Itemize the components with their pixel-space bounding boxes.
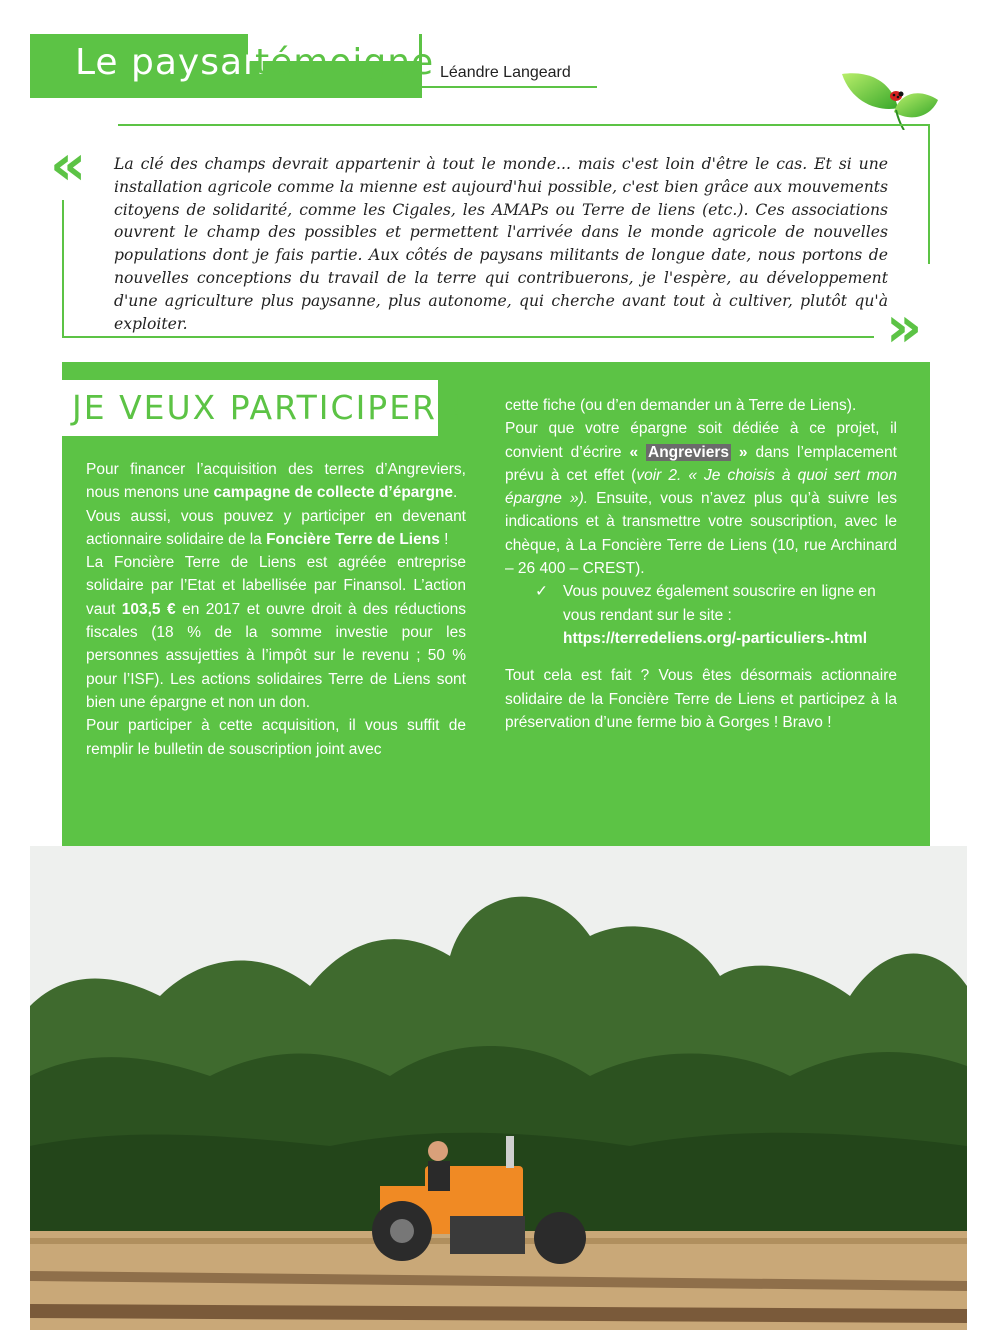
tractor-field-photo bbox=[30, 846, 967, 1330]
leaf-ladybug-icon bbox=[840, 68, 940, 130]
paragraph-instructions: Pour que votre épargne soit dédiée à ce projet, il convient d’écrire « Angreviers » dans l’emplacement prévu à cet effet (voir 2. « Je choisis à quoi sert mon épargne »). Ensuite, vous n’avez plus qu’à suivre les indications et à transmettre votre souscription, avec le chèque, à La Foncière Terre de Liens (10, rue Archinard – 26 400 – CREST). bbox=[505, 420, 897, 578]
author-name: Léandre Langeard bbox=[440, 64, 571, 81]
close-quote-icon: » bbox=[886, 295, 923, 360]
paragraph-approval: La Foncière Terre de Liens est agréée entreprise solidaire par l’Etat et labellisée par Finansol. L’action vaut 103,5 € en 2017 et ouvre droit à des réductions fiscales (18 % de la somme investie pour les personnes assujetties à l’impôt sur le revenu ; 50 % pour l’ISF). Les actions solidaires Terre de Liens sont bien une épargne et non un don. bbox=[86, 554, 467, 711]
section-title: JE VEUX PARTICIPER ! bbox=[72, 388, 465, 427]
paragraph-bulletin: Pour participer à cette acquisition, il vous suffit de remplir le bulletin de souscription joint avec bbox=[86, 717, 466, 758]
header-title-left: Le paysan bbox=[75, 42, 267, 83]
share-price: 103,5 € bbox=[121, 600, 176, 618]
paragraph-shareholder: Vous aussi, vous pouvez y participer en devenant actionnaire solidaire de la Foncière Terre de Liens ! bbox=[86, 507, 466, 548]
quote-frame-right bbox=[928, 124, 930, 264]
participation-right-column bbox=[505, 394, 897, 734]
quote-frame-left bbox=[62, 200, 64, 338]
header-title-right: témoigne bbox=[255, 42, 435, 83]
paragraph-bulletin-cont: cette fiche (ou d’en demander un à Terre de Liens). bbox=[505, 397, 857, 414]
header-underline bbox=[422, 86, 597, 88]
campaign-emphasis: campagne de collecte d’épargne bbox=[213, 484, 454, 502]
fonciere-emphasis: Foncière Terre de Liens bbox=[266, 530, 440, 548]
open-quote-icon: « bbox=[50, 133, 87, 198]
spacer bbox=[505, 650, 897, 664]
checkmark-icon: ✓ bbox=[535, 583, 548, 601]
paragraph-conclusion: Tout cela est fait ? Vous êtes désormais actionnaire solidaire de la Foncière Terre de Liens et participez à la préservation d’une ferme bio à Gorges ! Bravo ! bbox=[505, 667, 897, 731]
quote-frame-bottom bbox=[62, 336, 874, 338]
quote-frame-top bbox=[118, 124, 930, 126]
participation-left-column bbox=[86, 458, 466, 761]
highlighted-keyword: Angreviers bbox=[648, 443, 729, 461]
paragraph-campaign: Pour financer l’acquisition des terres d’Angreviers, nous menons une campagne de collecte d’épargne. bbox=[86, 461, 466, 502]
subscription-link[interactable]: https://terredeliens.org/-particuliers-.html bbox=[563, 629, 868, 647]
testimonial-quote: La clé des champs devrait appartenir à tout le monde... mais c'est loin d'être le cas. Et si une installation agricole comme la mienne est aujourd'hui possible, c'est bien grâce aux mouvements citoyens de solidarité, comme les Cigales, les AMAPs ou Terre de liens (etc.). Ces associations ouvrent le champ des possibles et permettent l'arrivée dans le monde agricole de nouvelles populations dont je fais partie. Aux côtés de paysans militants de longue date, nous portons de nouvelles conceptions du travail de la terre qui contribuerons, je l'espère, au développement d'une agriculture plus paysanne, plus autonome, qui cherche avant tout à cultiver, plutôt qu'à exploiter. bbox=[114, 155, 888, 333]
online-subscription-item: ✓ Vous pouvez également souscrire en ligne en vous rendant sur le site : https://terredeliens.org/-particuliers-.html bbox=[505, 580, 897, 650]
